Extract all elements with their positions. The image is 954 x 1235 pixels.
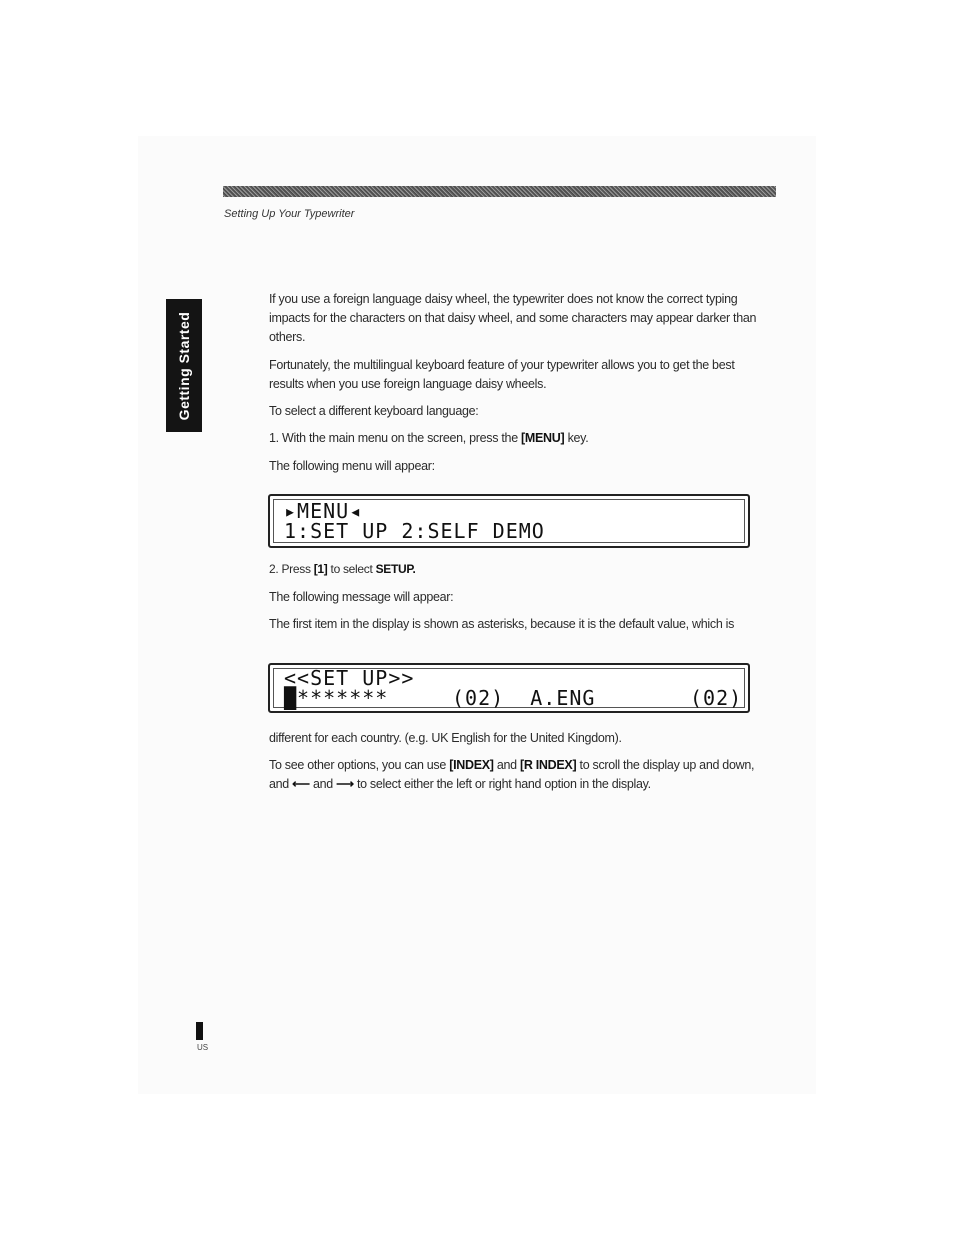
page-region-code: US (197, 1043, 209, 1052)
paragraph-intro: If you use a foreign language daisy wheel, the typewriter does not know the correct typing impacts for the characters on that daisy wheel, and some characters may appear darker than others. (269, 292, 757, 344)
lcd-menu-line-2: 1:SET UP 2:SELF DEMO (284, 519, 545, 543)
paragraph-fortunately: Fortunately, the multilingual keyboard feature of your typewriter allows you to get the best results when you use foreign language daisy wheels. (269, 358, 735, 391)
header-rule (223, 186, 776, 197)
index-key: [INDEX] (449, 758, 494, 772)
paragraph-menu-appear: The following menu will appear: (269, 459, 435, 473)
menu-key: [MENU] (521, 431, 565, 445)
lcd-setup-line-2-right: (02) (690, 686, 743, 710)
step-2-number: 2. (269, 562, 279, 576)
scroll-text-3: to select either the left or right hand option in the display. (356, 777, 651, 791)
paragraph-message-appear: The following message will appear: (269, 590, 454, 604)
step-1-number: 1. (269, 431, 279, 445)
left-arrow-icon: ⟵ (292, 777, 310, 791)
paragraph-scroll-options (269, 756, 759, 794)
right-arrow-icon: ⟶ (336, 777, 354, 791)
scroll-text-1: To see other options, you can use (269, 758, 447, 772)
scroll-text-2: to scroll the display up and down, and (269, 758, 755, 791)
paragraph-first-item: The first item in the display is shown as asterisks, because it is the default value, which is (269, 617, 735, 631)
setup-word: SETUP. (375, 562, 416, 576)
scroll-and: and (496, 758, 517, 772)
page-number-marker (196, 1022, 203, 1040)
step-1 (269, 429, 759, 448)
paragraph-select-language: To select a different keyboard language: (269, 404, 479, 418)
paragraph-different: different for each country. (e.g. UK English for the United Kingdom). (269, 731, 622, 745)
key-1: [1] (313, 562, 328, 576)
step-2-text: Press (281, 562, 311, 576)
step-2-mid: to select (330, 562, 373, 576)
section-tab-label: Getting Started (176, 311, 192, 420)
step-1-end: key. (567, 431, 589, 445)
lcd-setup-line-1: <<SET UP>> (284, 666, 415, 690)
step-2 (269, 560, 759, 579)
lcd-menu-line-1: ▸MENU◂ (284, 499, 363, 523)
running-header: Setting Up Your Typewriter (224, 208, 355, 220)
scroll-and-2: and (312, 777, 333, 791)
r-index-key: [R INDEX] (520, 758, 577, 772)
lcd-setup-line-2-mid: (02) A.ENG (452, 686, 596, 710)
lcd-setup-display (268, 663, 750, 713)
step-1-text: With the main menu on the screen, press the (282, 431, 518, 445)
lcd-setup-line-2-left: █******* (284, 686, 389, 710)
lcd-menu-display (268, 494, 750, 548)
section-tab (166, 299, 202, 432)
